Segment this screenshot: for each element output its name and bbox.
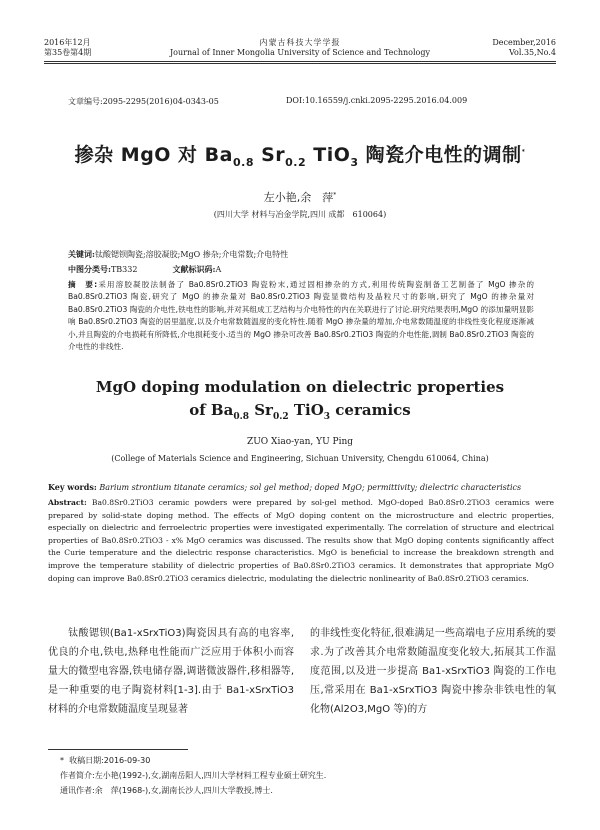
affiliation-cn: (四川大学 材料与冶金学院,四川 成都 610064) — [213, 210, 387, 219]
footnote-received: * 收稿日期:2016-09-30 — [60, 756, 151, 765]
header-rule — [44, 61, 556, 62]
classification: 中图分类号:TB332 文献标识码:A — [68, 264, 222, 274]
header-left — [44, 38, 91, 58]
header-volume-en: Vol.35,No.4 — [509, 48, 556, 57]
affiliation-en: (College of Materials Science and Engineering, Sichuan University, Chengdu 610064, China) — [111, 454, 489, 463]
journal-name-cn: 内蒙古科技大学学报 — [259, 38, 341, 47]
title-en-line2: of $Ba_{0.8}$ $Sr_{0.2}$ TiO$_3$ ceramics — [189, 401, 411, 422]
header-center — [150, 38, 450, 58]
doi: DOI:10.16559/j.cnki.2095-2295.2016.04.009 — [286, 96, 468, 105]
header-rule-thin — [44, 63, 556, 64]
keywords-en: Key words: Barium strontium titanate ceramics; sol gel method; doped MgO; permittivity; dielectric characteristics — [48, 482, 522, 492]
header-month-en: December,2016 — [492, 38, 556, 47]
authors-en: ZUO Xiao-yan, YU Ping — [246, 437, 354, 447]
title-cn: 掺杂 MgO 对 $Ba_{0.8}$ $Sr_{0.2}$ TiO$_3$ 陶瓷介电性的调制* — [74, 144, 526, 169]
keywords-cn: 关键词:钛酸锶钡陶瓷;溶胶凝胶;MgO 掺杂;介电常数;介电特性 — [68, 249, 289, 259]
abstract-en: Abstract: Ba0.8Sr0.2TiO3 ceramic powders were prepared by sol-gel method. MgO-doped Ba0.8Sr0.2TiO3 ceramics were prepared by solid-state doping method. The effects of MgO doping content on the microstructure and electric properties, especially on dielectric and ferroelectric properties were investigated experimentally. The correlation of structure and electrical properties of Ba0.8Sr0.2TiO3 - x% MgO ceramics was discussed. The results show that MgO doping contents significantly affect the Curie temperature and the dielectric response characteristics. MgO is beneficial to increase the breakdown strength and improve the temperature stability of dielectric properties of Ba0.8Sr0.2TiO3 ceramics. It demonstrates that appropriate MgO doping can improve Ba0.8Sr0.2TiO3 ceramics dielectric, modulating the dielectric nonlinearity of Ba0.8Sr0.2TiO3 ceramics. — [48, 498, 554, 583]
authors-cn: 左小艳,余 萍* — [263, 191, 337, 204]
body-column-left: 钛酸锶钡(Ba1-xSrxTiO3)陶瓷因具有高的电容率,优良的介电,铁电,热释电性能而广泛应用于体积小而容量大的微型电容器,铁电储存器,调谐微波器件,移相器等,是一种重要的电子陶瓷材料[1-3].由于 Ba1-xSrxTiO3 材料的介电常数随温度呈现显著 — [48, 628, 294, 715]
header-right — [492, 38, 556, 58]
body-column-right: 的非线性变化特征,很难满足一些高端电子应用系统的要求.为了改善其介电常数随温度变化较大,拓展其工作温度范围,以及进一步提高 Ba1-xSrxTiO3 陶瓷的工作电压,常采用在 Ba1-xSrxTiO3 陶瓷中掺杂非铁电性的氧化物(Al2O3,MgO 等)的方 — [310, 628, 556, 715]
article-number: 文章编号:2095-2295(2016)04-0343-05 — [68, 97, 219, 106]
abstract-cn: 摘 要:采用溶胶凝胶法制备了 Ba0.8Sr0.2TiO3 陶瓷粉末,通过固相掺杂的方式,利用传统陶瓷制备工艺制备了 MgO 掺杂的 Ba0.8Sr0.2TiO3 陶瓷,研究了 MgO 的掺杂量对 Ba0.8Sr0.2TiO3 陶瓷显微结构及晶粒尺寸的影响,研究了 MgO 的掺杂量对 Ba0.8Sr0.2TiO3 陶瓷的介电性,铁电性的影响,并对其组成工艺结构与介电特性的内在关联进行了讨论.研究结果表明,MgO 的添加量明显影响 Ba0.8Sr0.2TiO3 陶瓷的居里温度,以及介电常数随温度的变化特性.随着 MgO 掺杂量的增加,介电常数随温度的非线性变化程度逐渐减小,并且陶瓷的介电损耗有所降低,介电损耗变小.适当的 MgO 掺杂可改善 Ba0.8Sr0.2TiO3 陶瓷的介电性能,调制 Ba0.8Sr0.2TiO3 陶瓷的介电性的非线性. — [68, 280, 534, 352]
footnote-author-bio: 作者简介:左小艳(1992-),女,湖南岳阳人,四川大学材料工程专业硕士研究生. — [60, 771, 327, 780]
header-volume-cn: 第35卷第4期 — [44, 48, 92, 57]
header-date: 2016年12月 — [44, 38, 91, 47]
title-en-line1: MgO doping modulation on dielectric properties — [95, 378, 505, 396]
footnote-rule — [48, 749, 188, 750]
footnote-corresponding: 通讯作者:余 萍(1968-),女,湖南长沙人,四川大学教授,博士. — [60, 786, 273, 795]
journal-name-en: Journal of Inner Mongolia University of Science and Technology — [169, 48, 431, 57]
